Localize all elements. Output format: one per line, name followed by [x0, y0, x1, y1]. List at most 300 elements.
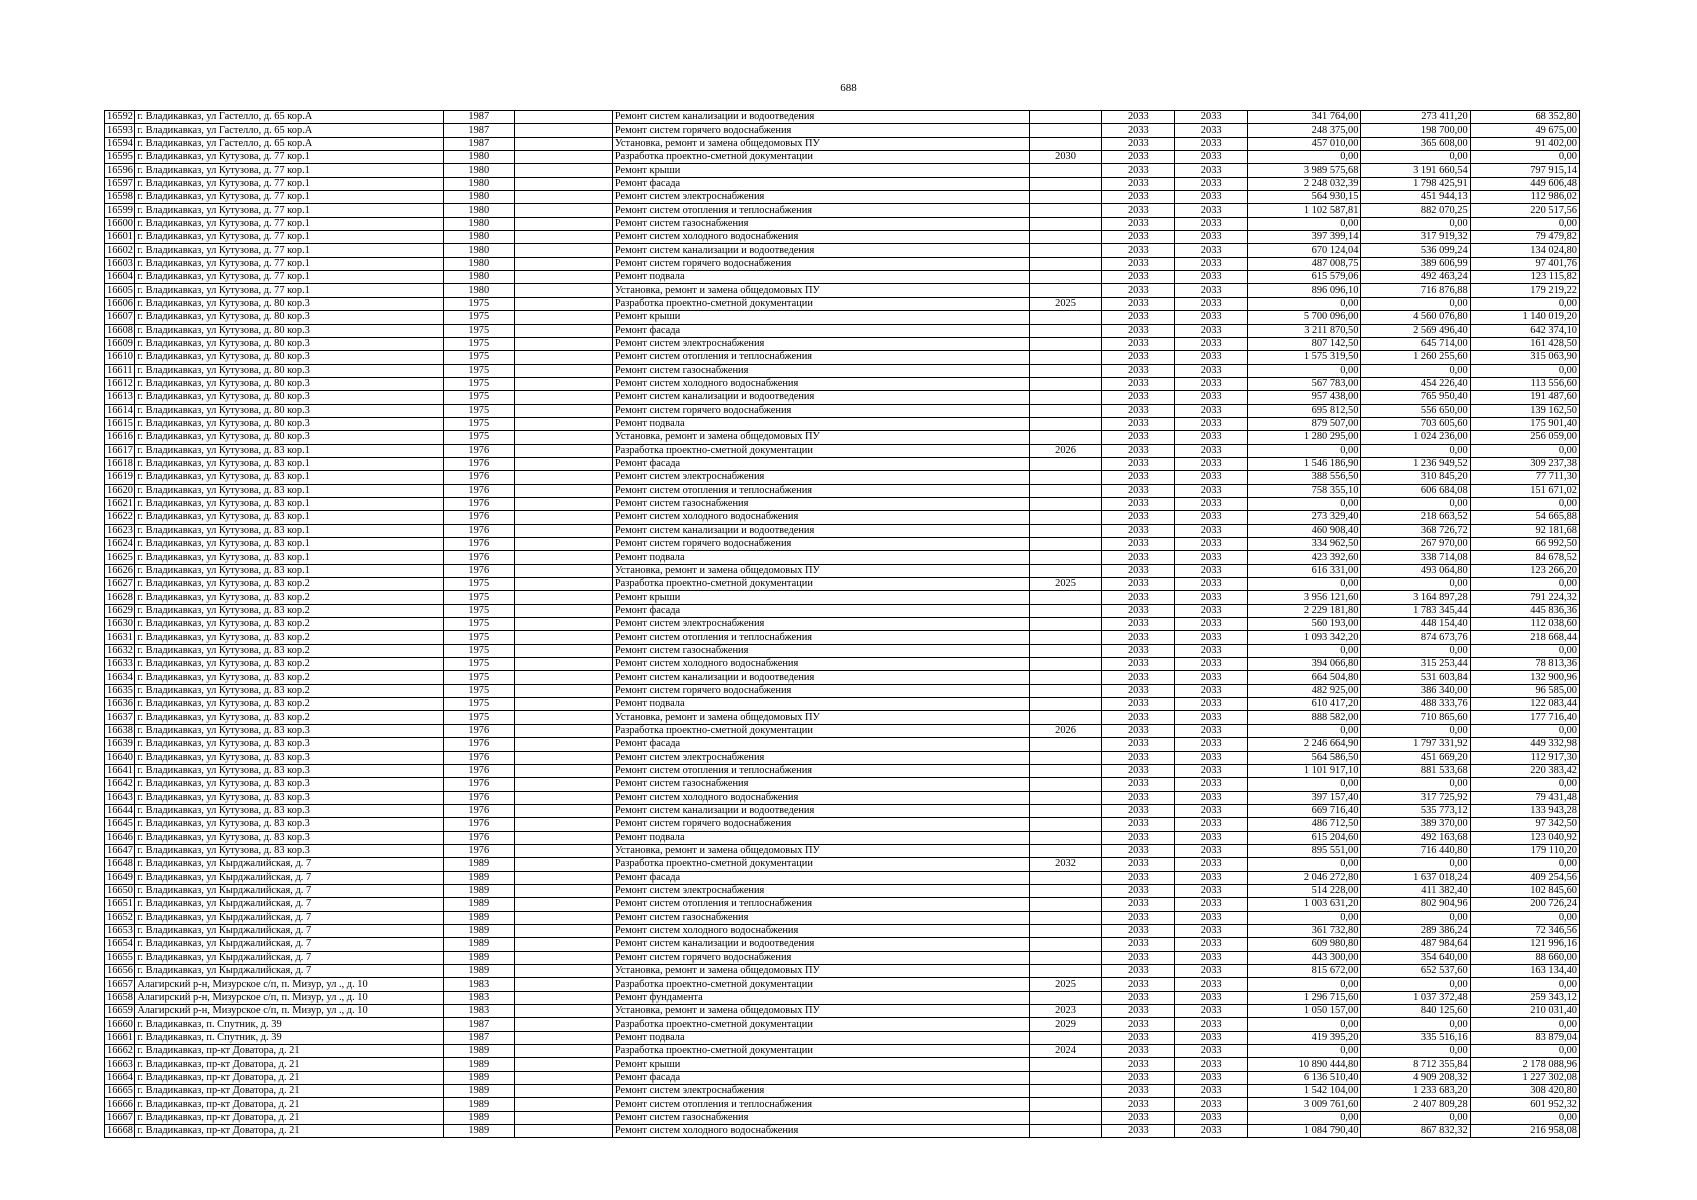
row-number-cell: 16661 [105, 1031, 135, 1044]
address-cell: г. Владикавказ, ул Кырджалийская, д. 7 [135, 884, 444, 897]
table-row [105, 924, 1580, 937]
address-cell: г. Владикавказ, ул Кутузова, д. 83 кор.3 [135, 844, 444, 857]
address-cell: г. Владикавказ, ул Кутузова, д. 83 кор.2 [135, 604, 444, 617]
fund-cost-cell: 710 865,60 [1361, 711, 1470, 724]
table-row [105, 457, 1580, 470]
empty-cell [514, 257, 612, 270]
start-year-cell: 2033 [1102, 244, 1175, 257]
total-cost-cell: 0,00 [1248, 297, 1361, 310]
design-year-cell: 2026 [1029, 444, 1102, 457]
address-cell: г. Владикавказ, ул Кутузова, д. 83 кор.3 [135, 764, 444, 777]
end-year-cell: 2033 [1175, 151, 1248, 164]
start-year-cell: 2033 [1102, 604, 1175, 617]
build-year-cell: 1975 [443, 431, 514, 444]
start-year-cell: 2033 [1102, 391, 1175, 404]
total-cost-cell: 616 331,00 [1248, 564, 1361, 577]
start-year-cell: 2033 [1102, 511, 1175, 524]
end-year-cell: 2033 [1175, 991, 1248, 1004]
work-type-cell: Ремонт систем электроснабжения [612, 751, 1029, 764]
fund-cost-cell: 338 714,08 [1361, 551, 1470, 564]
build-year-cell: 1980 [443, 204, 514, 217]
start-year-cell: 2033 [1102, 1031, 1175, 1044]
work-type-cell: Ремонт систем электроснабжения [612, 337, 1029, 350]
row-number-cell: 16631 [105, 631, 135, 644]
table-row [105, 618, 1580, 631]
table-row [105, 284, 1580, 297]
empty-cell [514, 177, 612, 190]
work-type-cell: Ремонт фасада [612, 604, 1029, 617]
address-cell: г. Владикавказ, ул Кутузова, д. 80 кор.3 [135, 311, 444, 324]
row-number-cell: 16658 [105, 991, 135, 1004]
total-cost-cell: 564 586,50 [1248, 751, 1361, 764]
work-type-cell: Установка, ремонт и замена общедомовых ПУ [612, 284, 1029, 297]
table-row [105, 377, 1580, 390]
work-type-cell: Ремонт систем отопления и теплоснабжения [612, 484, 1029, 497]
table-row [105, 257, 1580, 270]
row-number-cell: 16610 [105, 351, 135, 364]
end-year-cell: 2033 [1175, 618, 1248, 631]
start-year-cell: 2033 [1102, 898, 1175, 911]
table-row [105, 978, 1580, 991]
build-year-cell: 1980 [443, 151, 514, 164]
fund-cost-cell: 606 684,08 [1361, 484, 1470, 497]
work-type-cell: Ремонт систем холодного водоснабжения [612, 791, 1029, 804]
start-year-cell: 2033 [1102, 871, 1175, 884]
address-cell: г. Владикавказ, ул Кутузова, д. 80 кор.3 [135, 377, 444, 390]
fund-cost-cell: 310 845,20 [1361, 471, 1470, 484]
address-cell: г. Владикавказ, ул Кутузова, д. 77 кор.1 [135, 244, 444, 257]
address-cell: г. Владикавказ, ул Гастелло, д. 65 кор.А [135, 137, 444, 150]
end-year-cell: 2033 [1175, 1071, 1248, 1084]
address-cell: г. Владикавказ, ул Кутузова, д. 83 кор.1 [135, 538, 444, 551]
build-year-cell: 1989 [443, 1085, 514, 1098]
fund-cost-cell: 840 125,60 [1361, 1005, 1470, 1018]
start-year-cell: 2033 [1102, 911, 1175, 924]
build-year-cell: 1983 [443, 978, 514, 991]
address-cell: г. Владикавказ, ул Кырджалийская, д. 7 [135, 911, 444, 924]
total-cost-cell: 0,00 [1248, 778, 1361, 791]
work-type-cell: Установка, ремонт и замена общедомовых ПУ [612, 965, 1029, 978]
fund-cost-cell: 0,00 [1361, 297, 1470, 310]
total-cost-cell: 0,00 [1248, 444, 1361, 457]
start-year-cell: 2033 [1102, 444, 1175, 457]
row-number-cell: 16657 [105, 978, 135, 991]
row-number-cell: 16604 [105, 271, 135, 284]
owner-cost-cell: 0,00 [1470, 778, 1579, 791]
design-year-cell [1029, 631, 1102, 644]
address-cell: г. Владикавказ, пр-кт Доватора, д. 21 [135, 1085, 444, 1098]
address-cell: г. Владикавказ, ул Кутузова, д. 83 кор.3 [135, 724, 444, 737]
row-number-cell: 16598 [105, 191, 135, 204]
build-year-cell: 1976 [443, 738, 514, 751]
design-year-cell: 2025 [1029, 978, 1102, 991]
total-cost-cell: 615 579,06 [1248, 271, 1361, 284]
total-cost-cell: 1 003 631,20 [1248, 898, 1361, 911]
page-number: 688 [840, 82, 857, 94]
owner-cost-cell: 161 428,50 [1470, 337, 1579, 350]
design-year-cell: 2023 [1029, 1005, 1102, 1018]
end-year-cell: 2033 [1175, 1111, 1248, 1124]
build-year-cell: 1980 [443, 257, 514, 270]
row-number-cell: 16630 [105, 618, 135, 631]
address-cell: г. Владикавказ, ул Кутузова, д. 80 кор.3 [135, 297, 444, 310]
total-cost-cell: 5 700 096,00 [1248, 311, 1361, 324]
empty-cell [514, 724, 612, 737]
end-year-cell: 2033 [1175, 351, 1248, 364]
fund-cost-cell: 267 970,00 [1361, 538, 1470, 551]
end-year-cell: 2033 [1175, 1125, 1248, 1138]
end-year-cell: 2033 [1175, 1031, 1248, 1044]
empty-cell [514, 711, 612, 724]
table-row [105, 1018, 1580, 1031]
address-cell: г. Владикавказ, ул Кутузова, д. 77 кор.1 [135, 191, 444, 204]
row-number-cell: 16665 [105, 1085, 135, 1098]
fund-cost-cell: 535 773,12 [1361, 804, 1470, 817]
work-type-cell: Установка, ремонт и замена общедомовых ПУ [612, 137, 1029, 150]
design-year-cell [1029, 391, 1102, 404]
row-number-cell: 16642 [105, 778, 135, 791]
address-cell: г. Владикавказ, ул Кутузова, д. 83 кор.3 [135, 831, 444, 844]
empty-cell [514, 284, 612, 297]
table-row [105, 124, 1580, 137]
build-year-cell: 1976 [443, 778, 514, 791]
row-number-cell: 16649 [105, 871, 135, 884]
table-row [105, 684, 1580, 697]
end-year-cell: 2033 [1175, 831, 1248, 844]
end-year-cell: 2033 [1175, 111, 1248, 124]
build-year-cell: 1989 [443, 858, 514, 871]
end-year-cell: 2033 [1175, 137, 1248, 150]
owner-cost-cell: 97 342,50 [1470, 818, 1579, 831]
address-cell: г. Владикавказ, пр-кт Доватора, д. 21 [135, 1071, 444, 1084]
design-year-cell [1029, 604, 1102, 617]
end-year-cell: 2033 [1175, 604, 1248, 617]
total-cost-cell: 2 229 181,80 [1248, 604, 1361, 617]
start-year-cell: 2033 [1102, 1111, 1175, 1124]
row-number-cell: 16648 [105, 858, 135, 871]
work-type-cell: Ремонт фундамента [612, 991, 1029, 1004]
end-year-cell: 2033 [1175, 391, 1248, 404]
start-year-cell: 2033 [1102, 764, 1175, 777]
row-number-cell: 16605 [105, 284, 135, 297]
start-year-cell: 2033 [1102, 1085, 1175, 1098]
empty-cell [514, 1125, 612, 1138]
empty-cell [514, 751, 612, 764]
work-type-cell: Ремонт систем горячего водоснабжения [612, 404, 1029, 417]
owner-cost-cell: 102 845,60 [1470, 884, 1579, 897]
address-cell: г. Владикавказ, ул Кутузова, д. 77 кор.1 [135, 204, 444, 217]
empty-cell [514, 831, 612, 844]
design-year-cell [1029, 1058, 1102, 1071]
end-year-cell: 2033 [1175, 538, 1248, 551]
fund-cost-cell: 1 236 949,52 [1361, 457, 1470, 470]
design-year-cell [1029, 471, 1102, 484]
owner-cost-cell: 797 915,14 [1470, 164, 1579, 177]
fund-cost-cell: 4 909 208,32 [1361, 1071, 1470, 1084]
work-type-cell: Ремонт фасада [612, 738, 1029, 751]
empty-cell [514, 404, 612, 417]
build-year-cell: 1989 [443, 884, 514, 897]
fund-cost-cell: 4 560 076,80 [1361, 311, 1470, 324]
empty-cell [514, 164, 612, 177]
fund-cost-cell: 652 537,60 [1361, 965, 1470, 978]
start-year-cell: 2033 [1102, 311, 1175, 324]
fund-cost-cell: 867 832,32 [1361, 1125, 1470, 1138]
end-year-cell: 2033 [1175, 337, 1248, 350]
empty-cell [514, 444, 612, 457]
owner-cost-cell: 0,00 [1470, 858, 1579, 871]
empty-cell [514, 738, 612, 751]
design-year-cell [1029, 257, 1102, 270]
address-cell: г. Владикавказ, ул Кутузова, д. 83 кор.3 [135, 818, 444, 831]
build-year-cell: 1975 [443, 644, 514, 657]
empty-cell [514, 564, 612, 577]
build-year-cell: 1989 [443, 1111, 514, 1124]
empty-cell [514, 764, 612, 777]
start-year-cell: 2033 [1102, 257, 1175, 270]
row-number-cell: 16640 [105, 751, 135, 764]
start-year-cell: 2033 [1102, 337, 1175, 350]
start-year-cell: 2033 [1102, 831, 1175, 844]
build-year-cell: 1989 [443, 965, 514, 978]
start-year-cell: 2033 [1102, 751, 1175, 764]
total-cost-cell: 2 246 664,90 [1248, 738, 1361, 751]
work-type-cell: Ремонт систем холодного водоснабжения [612, 1125, 1029, 1138]
owner-cost-cell: 151 671,02 [1470, 484, 1579, 497]
start-year-cell: 2033 [1102, 1058, 1175, 1071]
work-type-cell: Ремонт систем холодного водоснабжения [612, 377, 1029, 390]
row-number-cell: 16595 [105, 151, 135, 164]
address-cell: Алагирский р-н, Мизурское с/п, п. Мизур, ул ., д. 10 [135, 1005, 444, 1018]
design-year-cell [1029, 818, 1102, 831]
empty-cell [514, 871, 612, 884]
build-year-cell: 1989 [443, 938, 514, 951]
work-type-cell: Ремонт крыши [612, 1058, 1029, 1071]
empty-cell [514, 471, 612, 484]
total-cost-cell: 895 551,00 [1248, 844, 1361, 857]
owner-cost-cell: 256 059,00 [1470, 431, 1579, 444]
fund-cost-cell: 1 783 345,44 [1361, 604, 1470, 617]
fund-cost-cell: 198 700,00 [1361, 124, 1470, 137]
owner-cost-cell: 122 083,44 [1470, 698, 1579, 711]
table-row [105, 1111, 1580, 1124]
build-year-cell: 1989 [443, 1045, 514, 1058]
owner-cost-cell: 0,00 [1470, 1111, 1579, 1124]
build-year-cell: 1975 [443, 324, 514, 337]
total-cost-cell: 482 925,00 [1248, 684, 1361, 697]
end-year-cell: 2033 [1175, 444, 1248, 457]
row-number-cell: 16632 [105, 644, 135, 657]
design-year-cell [1029, 1071, 1102, 1084]
work-type-cell: Установка, ремонт и замена общедомовых ПУ [612, 431, 1029, 444]
total-cost-cell: 0,00 [1248, 578, 1361, 591]
row-number-cell: 16666 [105, 1098, 135, 1111]
build-year-cell: 1989 [443, 911, 514, 924]
row-number-cell: 16651 [105, 898, 135, 911]
table-row [105, 1005, 1580, 1018]
total-cost-cell: 2 046 272,80 [1248, 871, 1361, 884]
work-type-cell: Разработка проектно-сметной документации [612, 1045, 1029, 1058]
build-year-cell: 1980 [443, 177, 514, 190]
work-type-cell: Ремонт систем канализации и водоотведения [612, 111, 1029, 124]
owner-cost-cell: 92 181,68 [1470, 524, 1579, 537]
row-number-cell: 16614 [105, 404, 135, 417]
table-row [105, 884, 1580, 897]
design-year-cell [1029, 564, 1102, 577]
empty-cell [514, 1085, 612, 1098]
design-year-cell [1029, 538, 1102, 551]
fund-cost-cell: 3 191 660,54 [1361, 164, 1470, 177]
work-type-cell: Ремонт систем холодного водоснабжения [612, 511, 1029, 524]
design-year-cell [1029, 618, 1102, 631]
work-type-cell: Ремонт крыши [612, 311, 1029, 324]
design-year-cell [1029, 831, 1102, 844]
address-cell: г. Владикавказ, ул Кутузова, д. 83 кор.1 [135, 564, 444, 577]
fund-cost-cell: 0,00 [1361, 578, 1470, 591]
build-year-cell: 1989 [443, 1071, 514, 1084]
start-year-cell: 2033 [1102, 778, 1175, 791]
end-year-cell: 2033 [1175, 911, 1248, 924]
fund-cost-cell: 492 463,24 [1361, 271, 1470, 284]
end-year-cell: 2033 [1175, 311, 1248, 324]
owner-cost-cell: 175 901,40 [1470, 417, 1579, 430]
row-number-cell: 16599 [105, 204, 135, 217]
end-year-cell: 2033 [1175, 524, 1248, 537]
empty-cell [514, 818, 612, 831]
table-row [105, 511, 1580, 524]
total-cost-cell: 758 355,10 [1248, 484, 1361, 497]
design-year-cell [1029, 1085, 1102, 1098]
table-row [105, 538, 1580, 551]
start-year-cell: 2033 [1102, 738, 1175, 751]
owner-cost-cell: 2 178 088,96 [1470, 1058, 1579, 1071]
work-type-cell: Ремонт систем газоснабжения [612, 644, 1029, 657]
fund-cost-cell: 0,00 [1361, 644, 1470, 657]
owner-cost-cell: 0,00 [1470, 297, 1579, 310]
empty-cell [514, 898, 612, 911]
start-year-cell: 2033 [1102, 965, 1175, 978]
empty-cell [514, 1005, 612, 1018]
empty-cell [514, 951, 612, 964]
owner-cost-cell: 0,00 [1470, 978, 1579, 991]
design-year-cell [1029, 684, 1102, 697]
owner-cost-cell: 210 031,40 [1470, 1005, 1579, 1018]
table-row [105, 965, 1580, 978]
total-cost-cell: 394 066,80 [1248, 658, 1361, 671]
build-year-cell: 1975 [443, 671, 514, 684]
row-number-cell: 16635 [105, 684, 135, 697]
address-cell: г. Владикавказ, ул Кутузова, д. 80 кор.3 [135, 417, 444, 430]
start-year-cell: 2033 [1102, 1045, 1175, 1058]
work-type-cell: Разработка проектно-сметной документации [612, 724, 1029, 737]
total-cost-cell: 248 375,00 [1248, 124, 1361, 137]
fund-cost-cell: 0,00 [1361, 911, 1470, 924]
owner-cost-cell: 112 917,30 [1470, 751, 1579, 764]
build-year-cell: 1975 [443, 658, 514, 671]
row-number-cell: 16656 [105, 965, 135, 978]
fund-cost-cell: 448 154,40 [1361, 618, 1470, 631]
design-year-cell [1029, 231, 1102, 244]
row-number-cell: 16609 [105, 337, 135, 350]
owner-cost-cell: 445 836,36 [1470, 604, 1579, 617]
empty-cell [514, 858, 612, 871]
total-cost-cell: 423 392,60 [1248, 551, 1361, 564]
row-number-cell: 16606 [105, 297, 135, 310]
row-number-cell: 16663 [105, 1058, 135, 1071]
design-year-cell [1029, 524, 1102, 537]
work-type-cell: Ремонт систем электроснабжения [612, 618, 1029, 631]
owner-cost-cell: 112 986,02 [1470, 191, 1579, 204]
design-year-cell [1029, 791, 1102, 804]
fund-cost-cell: 1 024 236,00 [1361, 431, 1470, 444]
build-year-cell: 1975 [443, 404, 514, 417]
fund-cost-cell: 389 370,00 [1361, 818, 1470, 831]
build-year-cell: 1976 [443, 524, 514, 537]
design-year-cell [1029, 124, 1102, 137]
owner-cost-cell: 113 556,60 [1470, 377, 1579, 390]
table-row [105, 591, 1580, 604]
owner-cost-cell: 121 996,16 [1470, 938, 1579, 951]
fund-cost-cell: 536 099,24 [1361, 244, 1470, 257]
empty-cell [514, 417, 612, 430]
work-type-cell: Установка, ремонт и замена общедомовых ПУ [612, 844, 1029, 857]
design-year-cell [1029, 591, 1102, 604]
empty-cell [514, 137, 612, 150]
address-cell: г. Владикавказ, ул Кутузова, д. 83 кор.1 [135, 444, 444, 457]
table-row [105, 151, 1580, 164]
row-number-cell: 16625 [105, 551, 135, 564]
address-cell: г. Владикавказ, ул Кутузова, д. 83 кор.2 [135, 711, 444, 724]
work-type-cell: Ремонт систем газоснабжения [612, 497, 1029, 510]
address-cell: Алагирский р-н, Мизурское с/п, п. Мизур, ул ., д. 10 [135, 978, 444, 991]
total-cost-cell: 6 136 510,40 [1248, 1071, 1361, 1084]
total-cost-cell: 3 956 121,60 [1248, 591, 1361, 604]
empty-cell [514, 965, 612, 978]
design-year-cell [1029, 764, 1102, 777]
fund-cost-cell: 0,00 [1361, 778, 1470, 791]
row-number-cell: 16622 [105, 511, 135, 524]
address-cell: г. Владикавказ, ул Кырджалийская, д. 7 [135, 871, 444, 884]
work-type-cell: Ремонт систем отопления и теплоснабжения [612, 1098, 1029, 1111]
start-year-cell: 2033 [1102, 591, 1175, 604]
row-number-cell: 16626 [105, 564, 135, 577]
fund-cost-cell: 1 037 372,48 [1361, 991, 1470, 1004]
end-year-cell: 2033 [1175, 965, 1248, 978]
address-cell: г. Владикавказ, ул Кутузова, д. 83 кор.3 [135, 804, 444, 817]
total-cost-cell: 341 764,00 [1248, 111, 1361, 124]
end-year-cell: 2033 [1175, 1018, 1248, 1031]
empty-cell [514, 231, 612, 244]
design-year-cell [1029, 324, 1102, 337]
table-row [105, 444, 1580, 457]
build-year-cell: 1975 [443, 618, 514, 631]
row-number-cell: 16664 [105, 1071, 135, 1084]
empty-cell [514, 1058, 612, 1071]
owner-cost-cell: 601 952,32 [1470, 1098, 1579, 1111]
work-type-cell: Ремонт подвала [612, 271, 1029, 284]
build-year-cell: 1975 [443, 377, 514, 390]
address-cell: г. Владикавказ, ул Кутузова, д. 83 кор.2 [135, 618, 444, 631]
row-number-cell: 16593 [105, 124, 135, 137]
end-year-cell: 2033 [1175, 417, 1248, 430]
start-year-cell: 2033 [1102, 351, 1175, 364]
total-cost-cell: 1 546 186,90 [1248, 457, 1361, 470]
address-cell: г. Владикавказ, ул Кутузова, д. 83 кор.2 [135, 698, 444, 711]
design-year-cell [1029, 751, 1102, 764]
empty-cell [514, 377, 612, 390]
design-year-cell [1029, 1125, 1102, 1138]
design-year-cell [1029, 804, 1102, 817]
